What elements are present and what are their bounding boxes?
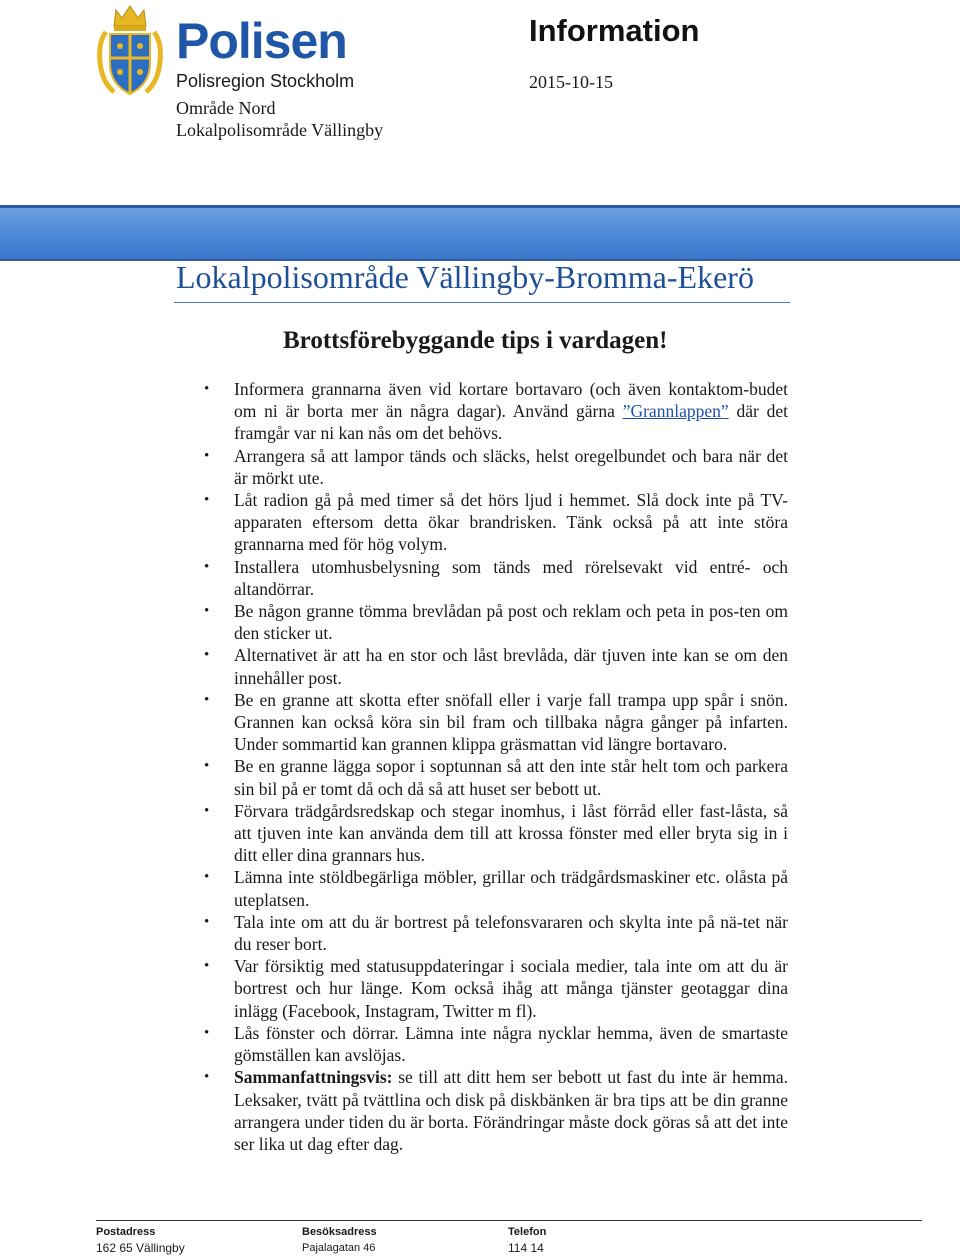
- list-item: • Be en granne lägga sopor i soptunnan så att den inte står helt tom och parkera sin bil på er tomt då och då så att huset ser bebott ut.: [196, 755, 788, 799]
- grannlappen-link[interactable]: ”Grannlappen”: [622, 401, 729, 422]
- list-item: • Förvara trädgårdsredskap och stegar inomhus, i låst förråd eller fast-låsta, så att tjuven inte kan använda dem till att krossa fönster med eller bryta sig in i ditt eller dina grannars hus.: [196, 800, 788, 867]
- summary-text: se till att ditt hem ser bebott ut fast du inte är hemma. Leksaker, tvätt på tvättlina och disk på diskbänken är bra tips att be din granne arrangera under tiden du är borta. Förändringar måste dock göras så att det inte ser lika ut dag efter dag.: [234, 1067, 788, 1154]
- footer-visit: [302, 1224, 377, 1256]
- postal-label: Postadress: [96, 1226, 156, 1238]
- list-item: [196, 1066, 788, 1155]
- document-date: 2015-10-15: [529, 72, 613, 92]
- document-type: Information: [529, 13, 700, 48]
- footer-divider: [96, 1220, 922, 1221]
- list-item: • Be någon granne tömma brevlådan på post och reklam och peta in pos-ten om den sticker ut.: [196, 600, 788, 644]
- area-line: Område Nord: [176, 98, 276, 118]
- tips-list: [196, 378, 788, 1155]
- list-item: [196, 378, 788, 445]
- list-item: • Tala inte om att du är bortrest på telefonsvararen och skylta inte på nä-tet när du reser bort.: [196, 911, 788, 955]
- tip-text: Informera grannarna även vid kortare bortavaro (och även kontaktom-budet om ni är borta mer än några dagar). Använd gärna: [234, 379, 788, 422]
- list-item: • Be en granne att skotta efter snöfall eller i varje fall trampa upp spår i snön. Grannen kan också köra sin bil fram och tillbaka några gånger på infarten. Under sommartid kan grannen klippa gräsmattan vid längre bortavaro.: [196, 689, 788, 756]
- page-headline: Brottsförebyggande tips i vardagen!: [283, 327, 668, 354]
- brand-wordmark: Polisen: [176, 13, 347, 69]
- postal-value: 162 65 Vällingby: [96, 1241, 185, 1255]
- phone-value: 114 14: [508, 1241, 544, 1255]
- blue-banner: [0, 205, 960, 261]
- footer-phone: [508, 1224, 546, 1256]
- list-item: • Var försiktig med statusuppdateringar i sociala medier, tala inte om att du är bortrest och hur länge. Kom också ihåg att många tjänster geotaggar dina inlägg (Facebook, Instagram, Twitter m fl).: [196, 955, 788, 1022]
- list-item: • Låt radion gå på med timer så det hörs ljud i hemmet. Slå dock inte på TV-apparaten eftersom detta ökar brandrisken. Tänk också på att inte störa grannarna med för hög volym.: [196, 489, 788, 556]
- local-area-line: Lokalpolisområde Vällingby: [176, 120, 384, 140]
- footer-postal: [96, 1224, 185, 1256]
- district-title: Lokalpolisområde Vällingby-Bromma-Ekerö: [176, 259, 754, 295]
- list-item: • Alternativet är att ha en stor och låst brevlåda, där tjuven inte kan se om den innehåller post.: [196, 644, 788, 688]
- list-item: • Lämna inte stöldbegärliga möbler, grillar och trädgårdsmaskiner etc. olåsta på uteplatsen.: [196, 866, 788, 910]
- police-crest-icon: [92, 2, 168, 100]
- police-region: Polisregion Stockholm: [176, 71, 355, 91]
- tip-text: där det framgår var ni kan nås om det behövs.: [234, 401, 788, 444]
- visit-value: Pajalagatan 46: [302, 1242, 376, 1254]
- visit-label: Besöksadress: [302, 1226, 377, 1238]
- list-item: • Installera utomhusbelysning som tänds med rörelsevakt vid entré- och altandörrar.: [196, 556, 788, 600]
- phone-label: Telefon: [508, 1226, 547, 1238]
- summary-label: Sammanfattningsvis:: [234, 1067, 393, 1088]
- area-block: [176, 97, 383, 141]
- list-item: • Arrangera så att lampor tänds och släcks, helst oregelbundet och bara när det är mörkt ute.: [196, 445, 788, 489]
- list-item: • Lås fönster och dörrar. Lämna inte några nycklar hemma, även de smartaste gömställen kan avslöjas.: [196, 1022, 788, 1066]
- title-divider: [174, 302, 790, 303]
